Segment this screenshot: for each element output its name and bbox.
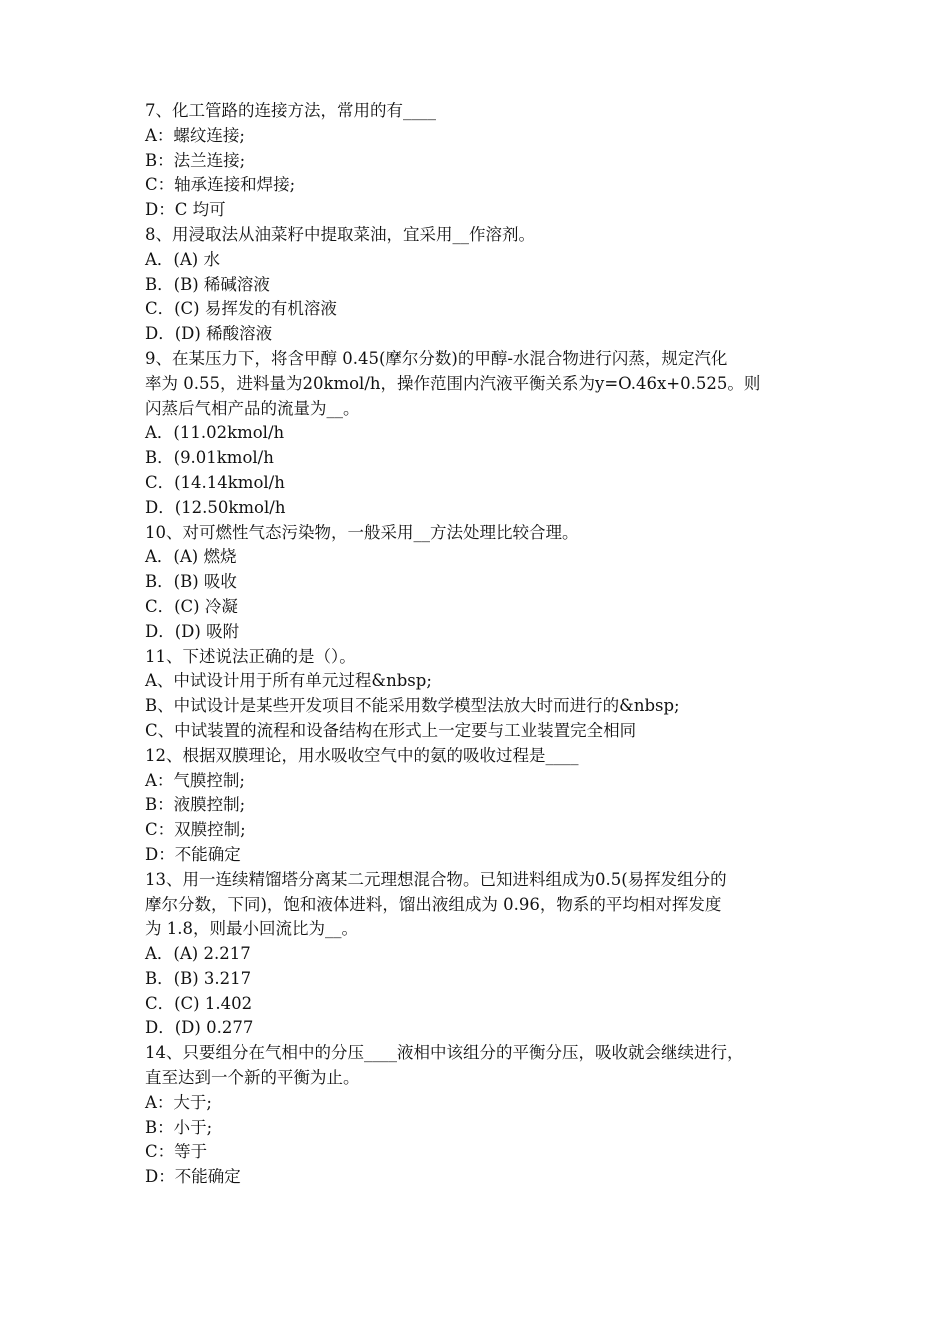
q10-option-d: D．(D) 吸附 [145,621,240,641]
q12-option-a: A：气膜控制; [145,770,245,790]
q14-option-d: D：不能确定 [145,1167,241,1187]
question-13-stem-line-1: 13、用一连续精馏塔分离某二元理想混合物。已知进料组成为0.5(易挥发组分的 [145,869,727,889]
question-13-stem-line-3: 为 1.8，则最小回流比为__。 [145,919,358,939]
q13-option-d: D．(D) 0.277 [145,1018,254,1038]
q10-option-b: B．(B) 吸收 [145,572,237,592]
question-9-stem-line-1: 9、在某压力下，将含甲醇 0.45(摩尔分数)的甲醇-水混合物进行闪蒸，规定汽化 [145,348,728,368]
q9-option-b: B．(9.01kmol/h [145,448,274,468]
q8-option-a: A．(A) 水 [145,249,220,269]
q8-option-b: B．(B) 稀碱溶液 [145,274,270,294]
q7-option-d: D：C 均可 [145,200,226,220]
q12-option-d: D：不能确定 [145,844,241,864]
question-11-stem: 11、下述说法正确的是（）。 [145,646,356,666]
q11-option-a: A、中试设计用于所有单元过程&nbsp; [145,671,432,691]
q9-option-d: D．(12.50kmol/h [145,497,286,517]
q14-option-b: B：小于; [145,1117,213,1137]
q7-option-a: A：螺纹连接; [145,125,245,145]
q11-option-b: B、中试设计是某些开发项目不能采用数学模型法放大时而进行的&nbsp; [145,696,680,716]
q10-option-a: A．(A) 燃烧 [145,547,237,567]
document-page [145,99,809,1190]
q8-option-d: D．(D) 稀酸溶液 [145,324,273,344]
q10-option-c: C．(C) 冷凝 [145,596,238,616]
q14-option-a: A：大于; [145,1092,212,1112]
question-12-stem: 12、根据双膜理论，用水吸收空气中的氨的吸收过程是____ [145,745,579,765]
q8-option-c: C．(C) 易挥发的有机溶液 [145,299,337,319]
q9-option-c: C．(14.14kmol/h [145,472,285,492]
q13-option-c: C．(C) 1.402 [145,993,253,1013]
question-9-stem-line-2: 率为 0.55，进料量为20kmol/h，操作范围内汽液平衡关系为y=O.46x+0.525。则 [145,373,761,393]
question-14-stem-line-1: 14、只要组分在气相中的分压____液相中该组分的平衡分压，吸收就会继续进行， [145,1043,744,1063]
q7-option-b: B：法兰连接; [145,150,246,170]
q14-option-c: C：等于 [145,1142,208,1162]
q7-option-c: C：轴承连接和焊接; [145,175,296,195]
question-14-stem-line-2: 直至达到一个新的平衡为止。 [145,1068,360,1088]
question-13-stem-line-2: 摩尔分数，下同)，饱和液体进料，馏出液组成为 0.96，物系的平均相对挥发度 [145,894,722,914]
q13-option-b: B．(B) 3.217 [145,968,252,988]
question-7-stem: 7、化工管路的连接方法，常用的有____ [145,101,436,120]
question-10-stem: 10、对可燃性气态污染物，一般采用__方法处理比较合理。 [145,522,579,542]
question-8-stem: 8、用浸取法从油菜籽中提取菜油，宜采用__作溶剂。 [145,224,535,244]
q9-option-a: A．(11.02kmol/h [145,423,285,443]
question-9-stem-line-3: 闪蒸后气相产品的流量为__。 [145,398,360,418]
q11-option-c: C、中试装置的流程和设备结构在形式上一定要与工业装置完全相同 [145,720,637,740]
q12-option-c: C：双膜控制; [145,820,246,840]
q13-option-a: A．(A) 2.217 [145,944,251,964]
q12-option-b: B：液膜控制; [145,795,246,815]
